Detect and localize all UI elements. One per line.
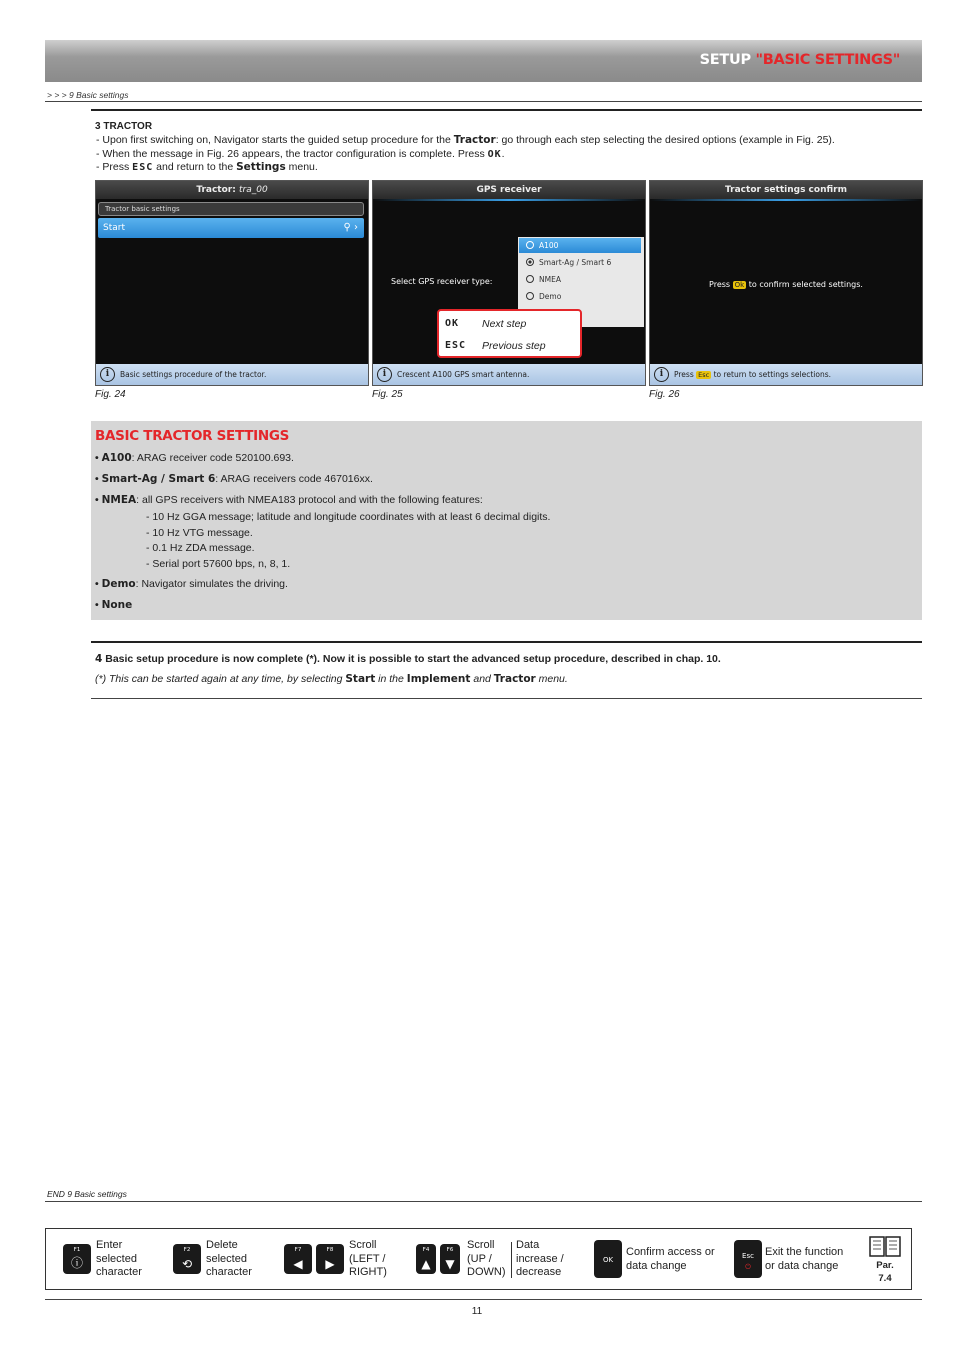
power-icon: ⏻	[745, 1264, 751, 1271]
screen-fig26	[649, 180, 923, 386]
divider	[45, 1201, 922, 1202]
legend-confirm: Confirm access or data change	[626, 1246, 715, 1272]
callout-esc-text: Previous step	[482, 340, 546, 352]
info-bar: i Basic settings procedure of the tractor.	[96, 364, 368, 385]
callout-ok-row: OK	[445, 318, 460, 329]
section4-note: (*) This can be started again at any time, by selecting Start in the Implement and Tractor menu.	[95, 673, 568, 685]
radio-icon	[526, 292, 534, 300]
arrow-down-icon: ▼	[445, 1257, 455, 1271]
arrow-right-icon: ▶	[325, 1257, 335, 1271]
nmea-feature: - 10 Hz GGA message; latitude and longitude coordinates with at least 6 decimal digits.	[146, 511, 551, 523]
divider	[91, 698, 922, 699]
breadcrumb: > > > 9 Basic settings	[47, 90, 129, 100]
title-underline	[373, 199, 645, 201]
instruction-line: - When the message in Fig. 26 appears, the tractor configuration is complete. Press OK.	[96, 148, 505, 160]
page-header	[45, 40, 922, 82]
instruction-line: - Press ESC and return to the Settings menu.	[96, 161, 318, 173]
list-item: • A100: ARAG receiver code 520100.693.	[95, 452, 294, 464]
nmea-feature: - Serial port 57600 bps, n, 8, 1.	[146, 558, 291, 570]
group-label: Tractor basic settings	[98, 202, 364, 216]
title-underline	[650, 199, 922, 201]
screen-fig24	[95, 180, 369, 386]
info-icon: i	[100, 367, 115, 382]
nmea-feature: - 0.1 Hz ZDA message.	[146, 542, 255, 554]
list-item: • None	[95, 599, 133, 611]
f2-key: F2 ⟲	[173, 1244, 201, 1274]
page-title: SETUP "BASIC SETTINGS"	[699, 52, 900, 68]
end-note: END 9 Basic settings	[47, 1189, 127, 1199]
divider	[45, 101, 922, 102]
figure-caption: Fig. 26	[649, 389, 680, 400]
radio-icon	[526, 275, 534, 283]
figure-caption: Fig. 24	[95, 389, 126, 400]
screen-title: GPS receiver	[373, 181, 645, 199]
gps-prompt: Select GPS receiver type:	[391, 277, 493, 286]
ok-key: OK	[594, 1240, 622, 1278]
legend-delete: Delete selected character	[206, 1239, 252, 1278]
f8-key: F8 ▶	[316, 1244, 344, 1274]
f7-key: F7 ◀	[284, 1244, 312, 1274]
info-icon: i	[377, 367, 392, 382]
legend-exit: Exit the function or data change	[765, 1246, 844, 1272]
key-callout	[437, 309, 582, 358]
radio-icon	[526, 241, 534, 249]
callout-ok-text: Next step	[482, 318, 527, 330]
gps-option-nmea[interactable]: NMEA	[519, 272, 561, 287]
legend-shadow	[54, 1285, 903, 1290]
gps-option-demo[interactable]: Demo	[519, 289, 561, 304]
section-title: 3 TRACTOR	[95, 121, 153, 132]
esc-key: Esc ⏻	[734, 1240, 762, 1278]
legend-scroll-ud: Scroll (UP / DOWN)	[467, 1239, 506, 1278]
info-bar: i Crescent A100 GPS smart antenna.	[373, 364, 645, 385]
divider	[45, 1299, 922, 1300]
f1-key: F1 ⓘ	[63, 1244, 91, 1274]
divider	[91, 109, 922, 111]
nmea-feature: - 10 Hz VTG message.	[146, 527, 253, 539]
legend-data: Data increase / decrease	[516, 1239, 564, 1278]
radio-icon	[526, 258, 534, 266]
divider	[511, 1242, 512, 1278]
f4-key: F4 ▲	[416, 1244, 436, 1274]
legend-enter: Enter selected character	[96, 1239, 142, 1278]
screen-fig25	[372, 180, 646, 386]
instruction-line: - Upon first switching on, Navigator starts the guided setup procedure for the Tractor: go through each step selecting the desired options (example in Fig. 25).	[96, 134, 835, 146]
list-item: • Smart-Ag / Smart 6: ARAG receivers code 467016xx.	[95, 473, 373, 485]
key-legend	[45, 1228, 912, 1290]
manual-book-icon	[868, 1233, 902, 1258]
start-menu-item[interactable]: Start ⚲ ›	[98, 218, 364, 238]
info-bar: i Press Esc to return to settings selections.	[650, 364, 922, 385]
screen-title: Tractor settings confirm	[650, 181, 922, 199]
refresh-icon: ⟲	[181, 1257, 193, 1271]
figure-caption: Fig. 25	[372, 389, 403, 400]
screen-title: Tractor: tra_00	[96, 181, 368, 199]
section4-text: 4 Basic setup procedure is now complete (*). Now it is possible to start the advanced setup procedure, described in chap. 10.	[95, 653, 721, 665]
confirm-message: Press Ok to confirm selected settings.	[709, 280, 863, 289]
divider	[91, 641, 922, 643]
gps-option-smart[interactable]: Smart-Ag / Smart 6	[519, 255, 611, 270]
list-item: • NMEA: all GPS receivers with NMEA183 protocol and with the following features:	[95, 494, 483, 506]
f6-key: F6 ▼	[440, 1244, 460, 1274]
legend-scroll-lr: Scroll (LEFT / RIGHT)	[349, 1239, 387, 1278]
par-reference: Par. 7.4	[876, 1260, 894, 1284]
info-icon: ⓘ	[70, 1256, 83, 1270]
callout-esc-row: ESC	[445, 340, 467, 351]
arrow-up-icon: ▲	[421, 1257, 431, 1271]
basic-tractor-settings-panel	[91, 421, 922, 620]
chevron-right-icon: ⚲ ›	[343, 222, 358, 233]
arrow-left-icon: ◀	[293, 1257, 303, 1271]
panel-title: BASIC TRACTOR SETTINGS	[95, 428, 290, 444]
page-number: 11	[471, 1306, 483, 1317]
gps-option-a100[interactable]: A100	[519, 238, 641, 253]
info-icon: i	[654, 367, 669, 382]
list-item: • Demo: Navigator simulates the driving.	[95, 578, 288, 590]
